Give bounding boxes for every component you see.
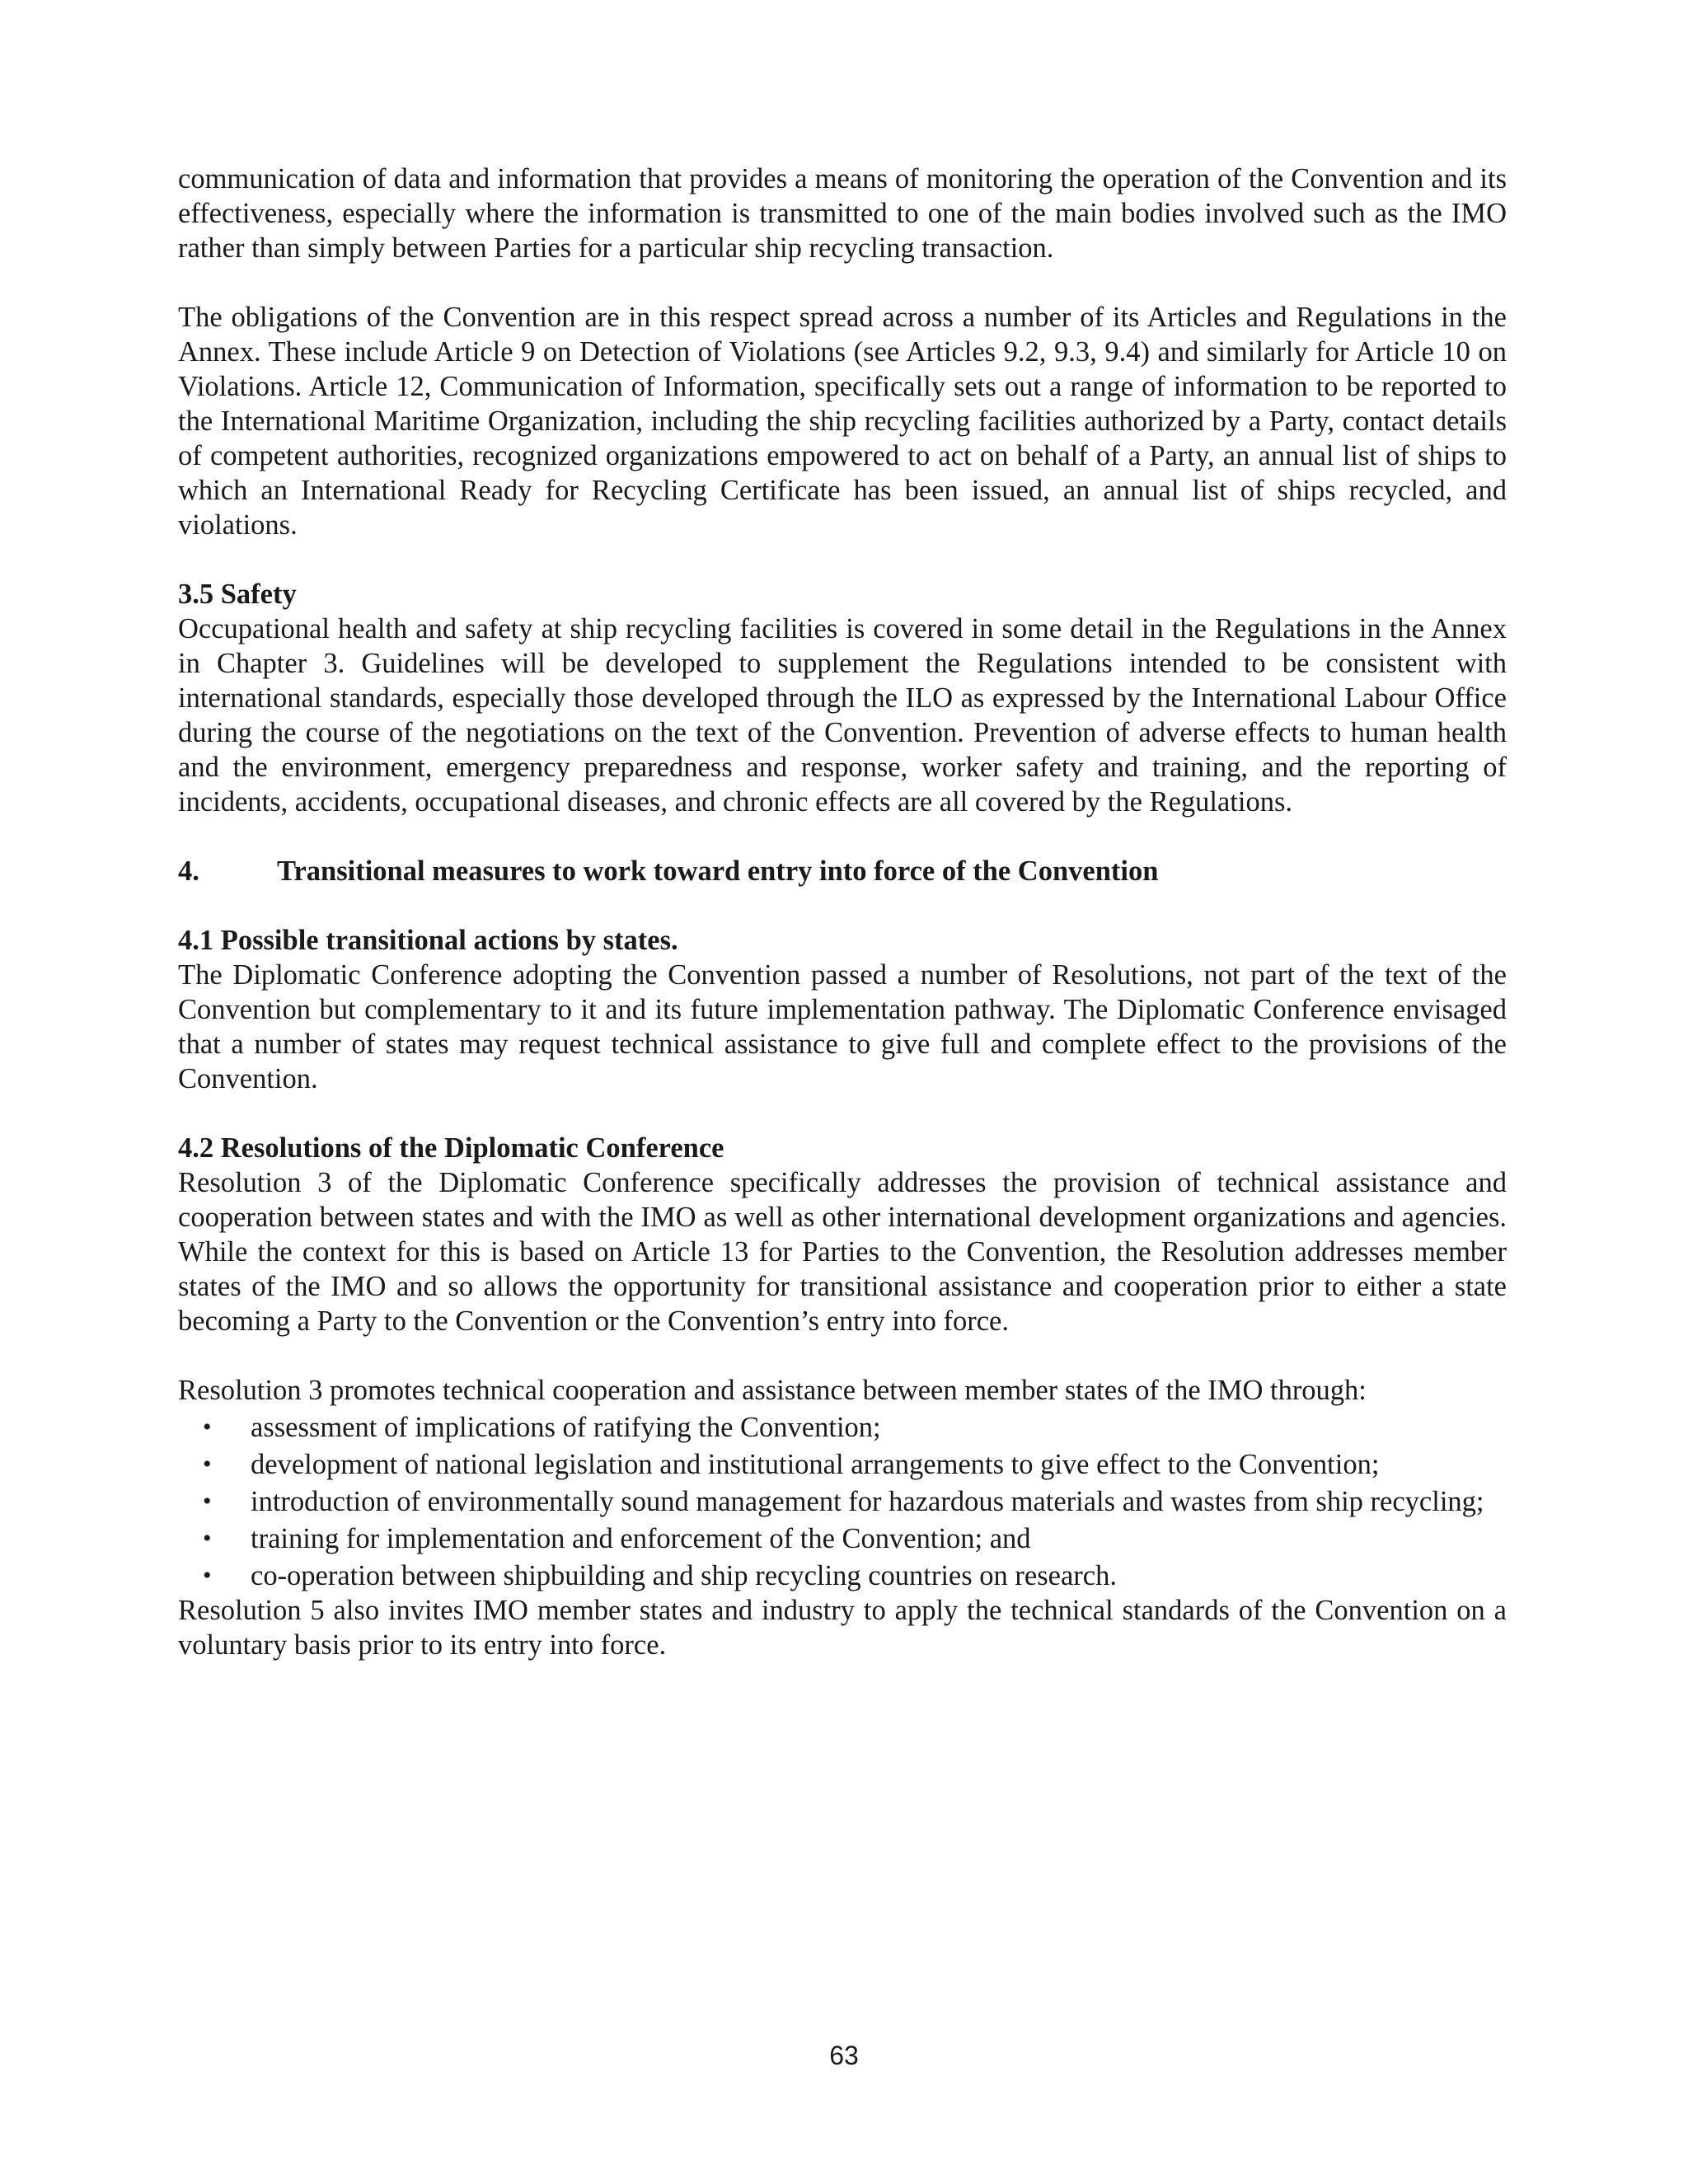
obligations-paragraph: The obligations of the Convention are in this respect spread across a number of its Articles and Regulations in the Annex. These include Article 9 on Detection of Violations (see Articles 9.2, 9.3, 9.4) and similarly for Article 10 on Violations. Article 12, Communication of Information, specifically sets out a range of information to be reported to the International Maritime Organization, including the ship recycling facilities authorized by a Party, contact details of competent authorities, recognized organizations empowered to act on behalf of a Party, an annual list of ships to which an International Ready for Recycling Certificate has been issued, an annual list of ships recycled, and violations. (178, 302, 1507, 541)
section-4-2-body: Resolution 3 of the Diplomatic Conference specifically addresses the provision of technical assistance and cooperation between states and with the IMO as well as other international development organizations and agencies. While the context for this is based on Article 13 for Parties to the Convention, the Resolution addresses member states of the IMO and so allows the opportunity for transitional assistance and cooperation prior to either a state becoming a Party to the Convention or the Convention’s entry into force. (178, 1167, 1507, 1337)
list-item (178, 1484, 1507, 1519)
list-item-text: assessment of implications of ratifying the Convention; (251, 1412, 881, 1443)
list-item (178, 1521, 1507, 1556)
list-item-text: training for implementation and enforcement of the Convention; and (251, 1523, 1031, 1554)
section-4-1-body: The Diplomatic Conference adopting the Convention passed a number of Resolutions, not part of the text of the Convention but complementary to it and its future implementation pathway. The Diplomatic Conference envisaged that a number of states may request technical assistance to give full and complete effect to the provisions of the Convention. (178, 959, 1507, 1094)
bullet-icon: • (203, 1413, 212, 1441)
intro-paragraph: communication of data and information that provides a means of monitoring the operation of the Convention and its effectiveness, especially where the information is transmitted to one of the main bodies involved such as the IMO rather than simply between Parties for a particular ship recycling transaction. (178, 163, 1507, 264)
section-3-5-body: Occupational health and safety at ship recycling facilities is covered in some detail in the Regulations in the Annex in Chapter 3. Guidelines will be developed to supplement the Regulations intended to be consistent with international standards, especially those developed through the ILO as expressed by the International Labour Office during the course of the negotiations on the text of the Convention. Prevention of adverse effects to human health and the environment, emergency preparedness and response, worker safety and training, and the reporting of incidents, accidents, occupational diseases, and chronic effects are all covered by the Regulations. (178, 613, 1507, 818)
section-4-heading (178, 854, 1507, 888)
section-4-1-heading: 4.1 Possible transitional actions by states. (178, 925, 678, 956)
list-item (178, 1410, 1507, 1445)
bullet-icon: • (203, 1451, 212, 1478)
list-item-text: co-operation between shipbuilding and ship recycling countries on research. (251, 1560, 1117, 1591)
section-4-number: 4. (178, 855, 199, 887)
list-item-text: introduction of environmentally sound management for hazardous materials and wastes from ship recycling; (251, 1486, 1484, 1517)
bullet-icon: • (203, 1488, 212, 1515)
resolution-3-bullet-list (178, 1410, 1507, 1593)
bullet-icon: • (203, 1525, 212, 1552)
section-3-5-heading: 3.5 Safety (178, 579, 297, 610)
list-item (178, 1558, 1507, 1593)
list-item (178, 1447, 1507, 1482)
section-4-title: Transitional measures to work toward entry into force of the Convention (277, 855, 1159, 887)
section-4-2-heading: 4.2 Resolutions of the Diplomatic Conference (178, 1132, 724, 1164)
resolution-3-intro: Resolution 3 promotes technical cooperation and assistance between member states of the IMO through: (178, 1375, 1367, 1406)
page-number: 63 (829, 2041, 859, 2070)
bullet-icon: • (203, 1562, 212, 1589)
resolution-5-paragraph: Resolution 5 also invites IMO member states and industry to apply the technical standards of the Convention on a voluntary basis prior to its entry into force. (178, 1595, 1507, 1661)
page-body (178, 162, 1507, 1662)
list-item-text: development of national legislation and institutional arrangements to give effect to the Convention; (251, 1449, 1380, 1480)
